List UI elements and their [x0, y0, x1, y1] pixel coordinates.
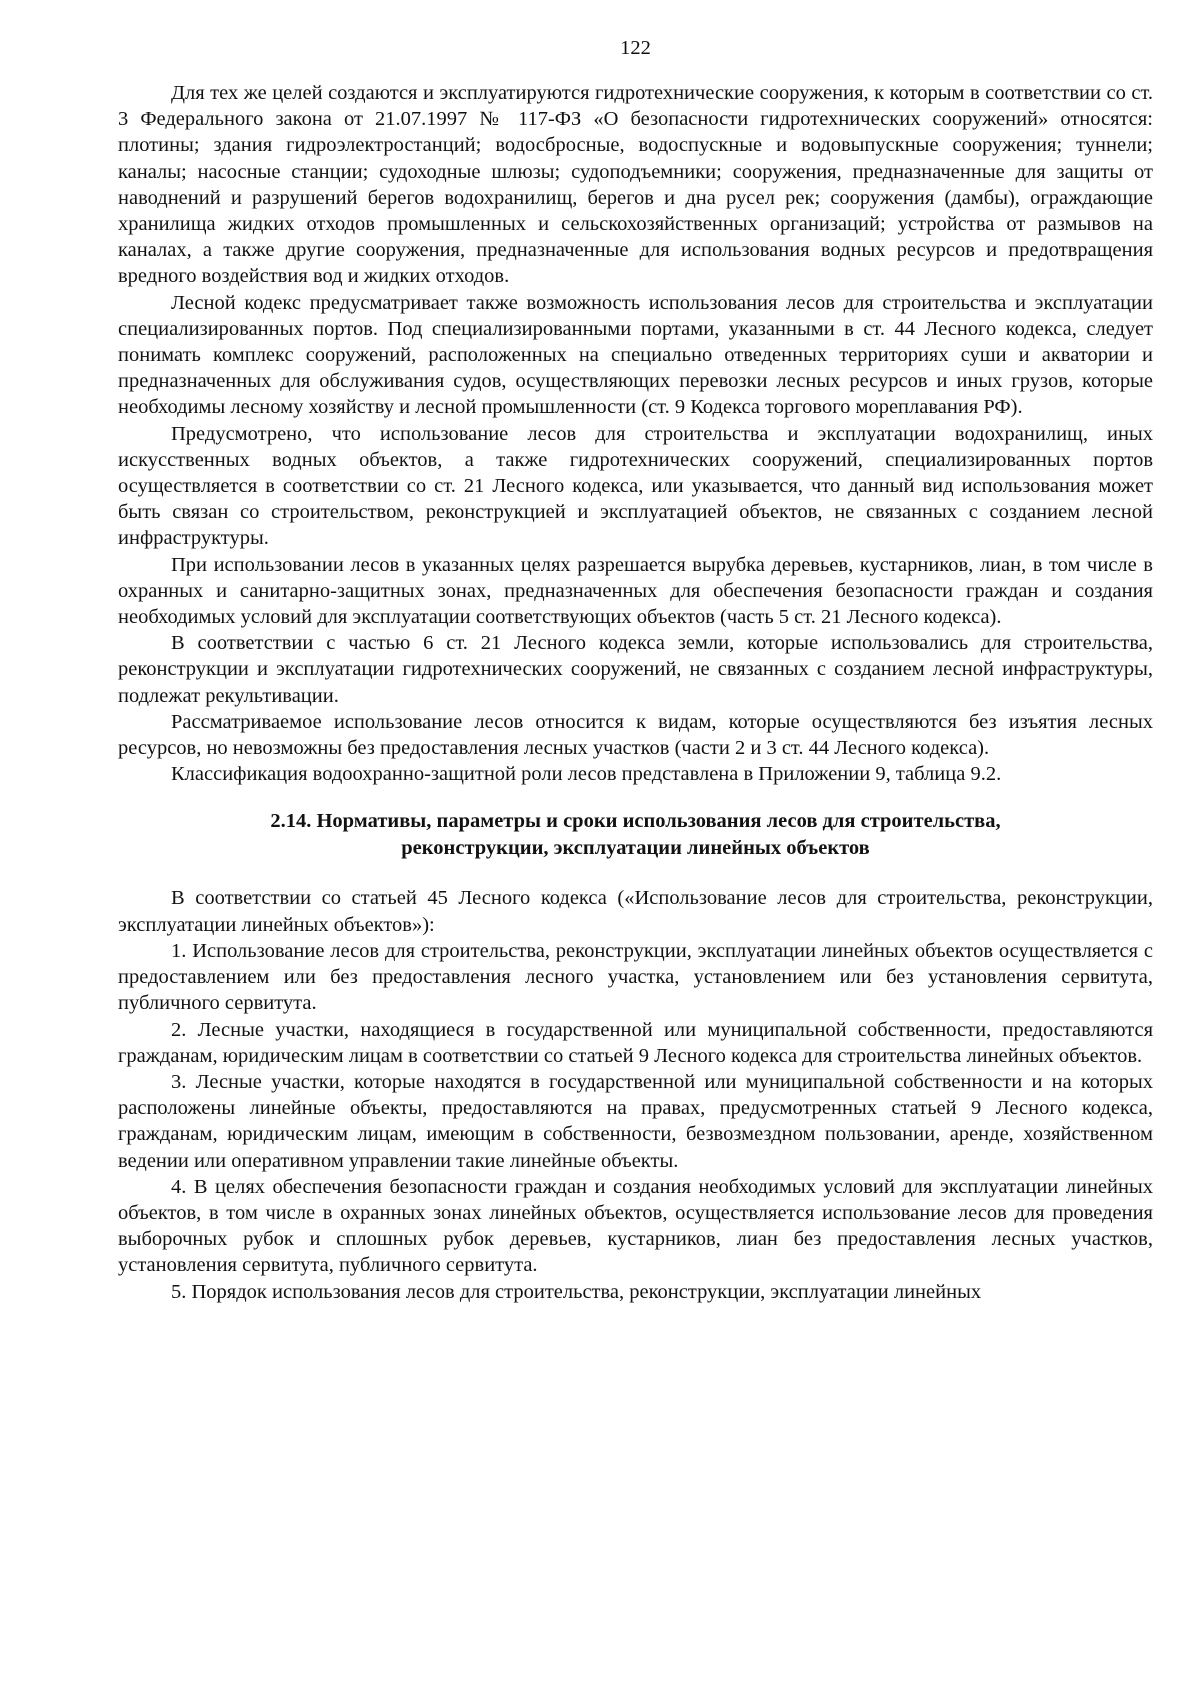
list-item-1: 1. Использование лесов для строительства, реконструкции, эксплуатации линейных объектов осуществляется с предоставлением или без предоставления лесного участка, установлением или без установления сервитута, публичного сервитута.	[118, 939, 1153, 1015]
paragraph-article-45-intro: В соответствии со статьей 45 Лесного кодекса («Использование лесов для строительства, реконструкции, эксплуатации линейных объектов»):	[118, 887, 1153, 936]
list-item-5: 5. Порядок использования лесов для строительства, реконструкции, эксплуатации линейных	[171, 1280, 982, 1303]
section-heading-line-2: реконструкции, эксплуатации линейных объектов	[401, 837, 870, 860]
list-item-3: 3. Лесные участки, которые находятся в государственной или муниципальной собственности и на которых расположены линейные объекты, предоставляются на правах, предусмотренных статьей 9 Лесного кодекса, гражданам, юридическим лицам, имеющим в собственности, безвозмездном пользовании, аренде, хозяйственном ведении или оперативном управлении такие линейные объекты.	[118, 1070, 1153, 1172]
list-item-2: 2. Лесные участки, находящиеся в государственной или муниципальной собственности, предоставляются гражданам, юридическим лицам в соответствии со статьей 9 Лесного кодекса для строительства линейных объектов.	[118, 1018, 1153, 1067]
paragraph-hydro-structures: Для тех же целей создаются и эксплуатируются гидротехнические сооружения, к которым в соответствии со ст. 3 Федерального закона от 21.07.1997 № 117-ФЗ «О безопасности гидротехнических сооружений» относятся: плотины; здания гидроэлектростанций; водосбросные, водоспускные и водовыпускные сооружения; туннели; каналы; насосные станции; судоходные шлюзы; судоподъемники; сооружения, предназначенные для защиты от наводнений и разрушений берегов водохранилищ, берегов и дна русел рек; сооружения (дамбы), ограждающие хранилища жидких отходов промышленных и сельскохозяйственных организаций; устройства от размывов на каналах, а также другие сооружения, предназначенные для использования водных ресурсов и предотвращения вредного воздействия вод и жидких отходов.	[118, 82, 1153, 288]
paragraph-logging-permission: При использовании лесов в указанных целях разрешается вырубка деревьев, кустарников, лиан, в том числе в охранных и санитарно-защитных зонах, предназначенных для обеспечения безопасности граждан и создания необходимых условий для эксплуатации соответствующих объектов (часть 5 ст. 21 Лесного кодекса).	[118, 553, 1153, 629]
document-page	[118, 36, 1153, 1305]
paragraph-usage-type: Рассматриваемое использование лесов относится к видам, которые осуществляются без изъятия лесных ресурсов, но невозможны без предоставления лесных участков (части 2 и 3 ст. 44 Лесного кодекса).	[118, 710, 1153, 760]
paragraph-reservoir-construction: Предусмотрено, что использование лесов для строительства и эксплуатации водохранилищ, иных искусственных водных объектов, а также гидротехнических сооружений, специализированных портов осуществляется в соответствии со ст. 21 Лесного кодекса, или указывается, что данный вид использования может быть связан со строительством, реконструкцией и эксплуатацией объектов, не связанных с созданием лесной инфраструктуры.	[118, 422, 1153, 550]
section-heading	[118, 808, 1153, 862]
section-heading-line-1: 2.14. Нормативы, параметры и сроки использования лесов для строительства,	[270, 810, 1001, 833]
paragraph-classification: Классификация водоохранно-защитной роли лесов представлена в Приложении 9, таблица 9.2.	[171, 763, 1002, 786]
page-number: 122	[620, 37, 651, 59]
paragraph-specialized-ports: Лесной кодекс предусматривает также возможность использования лесов для строительства и эксплуатации специализированных портов. Под специализированными портами, указанными в ст. 44 Лесного кодекса, следует понимать комплекс сооружений, расположенных на специально отведенных территориях суши и акватории и предназначенных для обслуживания судов, осуществляющих перевозки лесных ресурсов и иных грузов, которые необходимы лесному хозяйству и лесной промышленности (ст. 9 Кодекса торгового мореплавания РФ).	[118, 291, 1153, 419]
paragraph-recultivation: В соответствии с частью 6 ст. 21 Лесного кодекса земли, которые использовались для строительства, реконструкции и эксплуатации гидротехнических сооружений, не связанных с созданием лесной инфраструктуры, подлежат рекультивации.	[118, 632, 1153, 707]
list-item-4: 4. В целях обеспечения безопасности граждан и создания необходимых условий для эксплуатации линейных объектов, в том числе в охранных зонах линейных объектов, осуществляется использование лесов для проведения выборочных рубок и сплошных рубок деревьев, кустарников, лиан без предоставления лесных участков, установления сервитута, публичного сервитута.	[118, 1175, 1153, 1277]
